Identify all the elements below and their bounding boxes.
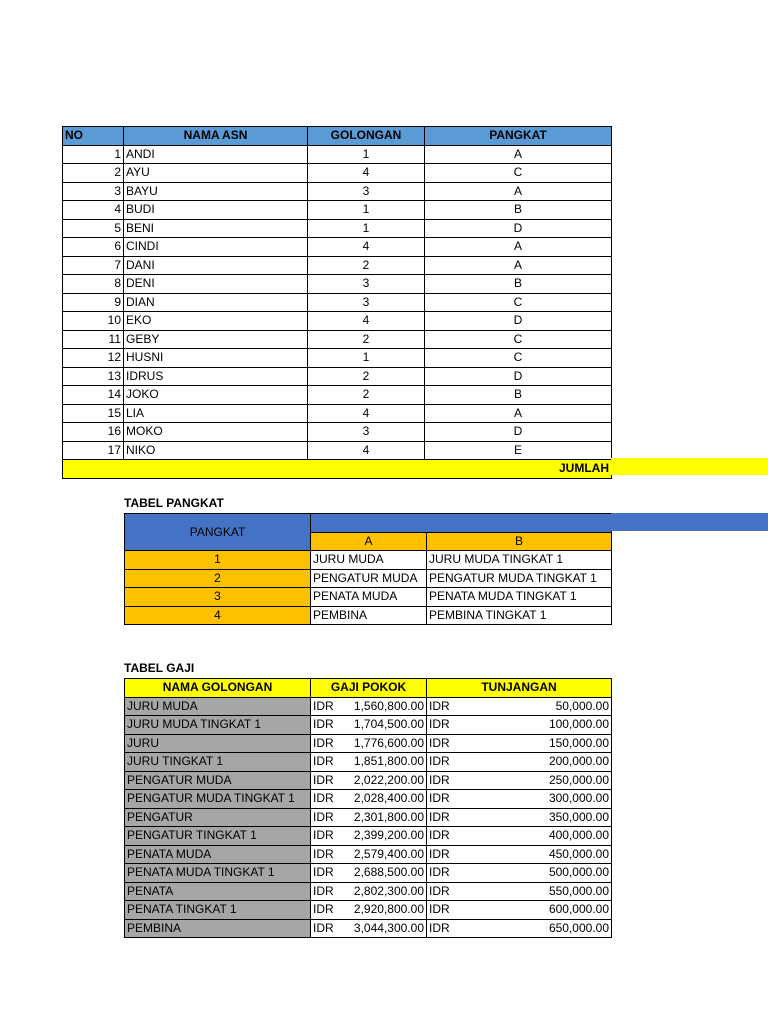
cell-gaji-pokok[interactable] — [311, 864, 427, 883]
cell-nama-golongan[interactable]: PENATA — [125, 882, 311, 901]
cell-no[interactable]: 15 — [63, 404, 124, 423]
cell-pangkat[interactable]: A — [425, 182, 612, 201]
cell-tunjangan[interactable] — [427, 919, 612, 938]
cell-nama-golongan[interactable]: JURU MUDA — [125, 697, 311, 716]
header-tunjangan[interactable]: TUNJANGAN — [427, 679, 612, 698]
cell-nama-asn[interactable]: IDRUS — [124, 367, 308, 386]
cell-pangkat[interactable]: C — [425, 330, 612, 349]
cell-gaji-pokok[interactable] — [311, 771, 427, 790]
cell-gaji-pokok[interactable] — [311, 827, 427, 846]
asn-table-row — [63, 386, 612, 405]
cell-no[interactable]: 11 — [63, 330, 124, 349]
cell-pangkat[interactable]: A — [425, 238, 612, 257]
cell-gaji-pokok[interactable] — [311, 919, 427, 938]
cell-nama-asn[interactable]: EKO — [124, 312, 308, 331]
currency-label: IDR — [429, 735, 450, 750]
gaji-table-row — [125, 697, 612, 716]
cell-nama-asn[interactable]: HUSNI — [124, 349, 308, 368]
tunjangan-value: 450,000.00 — [548, 846, 609, 861]
cell-no[interactable]: 5 — [63, 219, 124, 238]
header-no[interactable]: NO — [63, 127, 124, 146]
currency-label: IDR — [313, 902, 334, 917]
cell-no[interactable]: 4 — [63, 201, 124, 220]
asn-table-row — [63, 423, 612, 442]
cell-nama-golongan[interactable]: PENGATUR TINGKAT 1 — [125, 827, 311, 846]
cell-pangkat-a[interactable]: PENATA MUDA — [311, 588, 427, 607]
cell-pangkat[interactable]: A — [425, 145, 612, 164]
cell-pangkat-a[interactable]: JURU MUDA — [311, 551, 427, 570]
cell-pangkat[interactable]: B — [425, 275, 612, 294]
cell-nama-asn[interactable]: ANDI — [124, 145, 308, 164]
cell-nama-golongan[interactable]: PEMBINA — [125, 919, 311, 938]
gaji-table-row — [125, 901, 612, 920]
cell-pangkat[interactable]: C — [425, 164, 612, 183]
cell-nama-asn[interactable]: NIKO — [124, 441, 308, 460]
cell-golongan[interactable]: 3 — [308, 182, 425, 201]
currency-label: IDR — [313, 717, 334, 732]
tunjangan-value: 550,000.00 — [548, 883, 609, 898]
currency-label: IDR — [429, 920, 450, 935]
tunjangan-value: 350,000.00 — [548, 809, 609, 824]
cell-pangkat-key[interactable]: 4 — [125, 606, 311, 625]
tunjangan-value: 500,000.00 — [548, 865, 609, 880]
cell-nama-golongan[interactable]: JURU TINGKAT 1 — [125, 753, 311, 772]
tunjangan-value: 150,000.00 — [548, 735, 609, 750]
cell-golongan[interactable]: 1 — [308, 201, 425, 220]
jumlah-row-extension — [611, 458, 768, 475]
gaji-pokok-value: 1,704,500.00 — [353, 717, 424, 732]
header-pangkat[interactable]: PANGKAT — [425, 127, 612, 146]
cell-tunjangan[interactable] — [427, 882, 612, 901]
gaji-table-row — [125, 716, 612, 735]
cell-pangkat-b[interactable]: PEMBINA TINGKAT 1 — [427, 606, 612, 625]
gaji-table-row — [125, 864, 612, 883]
cell-pangkat[interactable]: D — [425, 367, 612, 386]
currency-label: IDR — [429, 717, 450, 732]
cell-nama-asn[interactable]: JOKO — [124, 386, 308, 405]
cell-nama-asn[interactable]: BUDI — [124, 201, 308, 220]
currency-label: IDR — [313, 865, 334, 880]
cell-tunjangan[interactable] — [427, 771, 612, 790]
gaji-pokok-value: 2,028,400.00 — [353, 791, 424, 806]
cell-pangkat-key[interactable]: 2 — [125, 569, 311, 588]
asn-table-row — [63, 219, 612, 238]
asn-table-row — [63, 441, 612, 460]
gaji-table-row — [125, 790, 612, 809]
tunjangan-value: 100,000.00 — [548, 717, 609, 732]
cell-pangkat-b[interactable]: PENGATUR MUDA TINGKAT 1 — [427, 569, 612, 588]
gaji-pokok-value: 2,022,200.00 — [353, 772, 424, 787]
pangkat-header-band — [311, 514, 612, 533]
currency-label: IDR — [313, 828, 334, 843]
cell-golongan[interactable]: 4 — [308, 441, 425, 460]
cell-nama-golongan[interactable]: PENGATUR MUDA TINGKAT 1 — [125, 790, 311, 809]
cell-golongan[interactable]: 3 — [308, 423, 425, 442]
cell-golongan[interactable]: 2 — [308, 330, 425, 349]
cell-no[interactable]: 10 — [63, 312, 124, 331]
cell-golongan[interactable]: 1 — [308, 349, 425, 368]
currency-label: IDR — [313, 846, 334, 861]
currency-label: IDR — [429, 698, 450, 713]
cell-pangkat-b[interactable]: JURU MUDA TINGKAT 1 — [427, 551, 612, 570]
cell-pangkat[interactable]: A — [425, 256, 612, 275]
gaji-pokok-value: 1,776,600.00 — [353, 735, 424, 750]
tunjangan-value: 600,000.00 — [548, 902, 609, 917]
pangkat-header-row — [125, 514, 612, 533]
cell-no[interactable]: 12 — [63, 349, 124, 368]
asn-table-row — [63, 238, 612, 257]
currency-label: IDR — [313, 698, 334, 713]
tunjangan-value: 50,000.00 — [555, 698, 609, 713]
cell-golongan[interactable]: 4 — [308, 164, 425, 183]
pangkat-table-row — [125, 551, 612, 570]
header-golongan[interactable]: GOLONGAN — [308, 127, 425, 146]
cell-gaji-pokok[interactable] — [311, 901, 427, 920]
cell-tunjangan[interactable] — [427, 790, 612, 809]
currency-label: IDR — [429, 791, 450, 806]
cell-no[interactable]: 8 — [63, 275, 124, 294]
header-nama-golongan[interactable]: NAMA GOLONGAN — [125, 679, 311, 698]
gaji-pokok-value: 2,301,800.00 — [353, 809, 424, 824]
cell-pangkat[interactable]: D — [425, 219, 612, 238]
header-pangkat-key[interactable]: PANGKAT — [125, 514, 311, 551]
pangkat-table-row — [125, 588, 612, 607]
cell-nama-asn[interactable]: DIAN — [124, 293, 308, 312]
tunjangan-value: 300,000.00 — [548, 791, 609, 806]
currency-label: IDR — [429, 809, 450, 824]
gaji-pokok-value: 3,044,300.00 — [353, 920, 424, 935]
cell-tunjangan[interactable] — [427, 753, 612, 772]
cell-nama-asn[interactable]: DENI — [124, 275, 308, 294]
asn-table — [62, 126, 612, 479]
gaji-table-row — [125, 827, 612, 846]
cell-nama-asn[interactable]: BENI — [124, 219, 308, 238]
cell-no[interactable]: 13 — [63, 367, 124, 386]
cell-golongan[interactable]: 1 — [308, 145, 425, 164]
currency-label: IDR — [313, 772, 334, 787]
currency-label: IDR — [313, 791, 334, 806]
gaji-table-row — [125, 753, 612, 772]
cell-nama-golongan[interactable]: PENGATUR MUDA — [125, 771, 311, 790]
currency-label: IDR — [313, 735, 334, 750]
cell-nama-golongan[interactable]: PENATA MUDA — [125, 845, 311, 864]
cell-gaji-pokok[interactable] — [311, 734, 427, 753]
cell-tunjangan[interactable] — [427, 734, 612, 753]
cell-pangkat-a[interactable]: PEMBINA — [311, 606, 427, 625]
cell-golongan[interactable]: 2 — [308, 386, 425, 405]
cell-gaji-pokok[interactable] — [311, 790, 427, 809]
asn-table-row — [63, 164, 612, 183]
currency-label: IDR — [429, 883, 450, 898]
gaji-table-row — [125, 734, 612, 753]
currency-label: IDR — [429, 846, 450, 861]
cell-no[interactable]: 14 — [63, 386, 124, 405]
cell-no[interactable]: 16 — [63, 423, 124, 442]
cell-golongan[interactable]: 4 — [308, 404, 425, 423]
cell-no[interactable]: 1 — [63, 145, 124, 164]
pangkat-table — [124, 513, 612, 625]
gaji-table — [124, 678, 612, 938]
cell-pangkat[interactable]: C — [425, 293, 612, 312]
cell-tunjangan[interactable] — [427, 845, 612, 864]
cell-nama-asn[interactable]: AYU — [124, 164, 308, 183]
currency-label: IDR — [429, 754, 450, 769]
tunjangan-value: 200,000.00 — [548, 754, 609, 769]
gaji-pokok-value: 1,851,800.00 — [353, 754, 424, 769]
pangkat-table-row — [125, 606, 612, 625]
cell-gaji-pokok[interactable] — [311, 697, 427, 716]
currency-label: IDR — [313, 883, 334, 898]
cell-nama-asn[interactable]: GEBY — [124, 330, 308, 349]
cell-pangkat[interactable]: D — [425, 423, 612, 442]
cell-nama-asn[interactable]: DANI — [124, 256, 308, 275]
cell-gaji-pokok[interactable] — [311, 882, 427, 901]
gaji-pokok-value: 2,399,200.00 — [353, 828, 424, 843]
gaji-pokok-value: 2,802,300.00 — [353, 883, 424, 898]
gaji-pokok-value: 2,920,800.00 — [353, 902, 424, 917]
cell-pangkat[interactable]: D — [425, 312, 612, 331]
cell-gaji-pokok[interactable] — [311, 716, 427, 735]
cell-nama-asn[interactable]: LIA — [124, 404, 308, 423]
currency-label: IDR — [429, 772, 450, 787]
currency-label: IDR — [313, 754, 334, 769]
cell-no[interactable]: 17 — [63, 441, 124, 460]
cell-gaji-pokok[interactable] — [311, 808, 427, 827]
cell-gaji-pokok[interactable] — [311, 845, 427, 864]
cell-no[interactable]: 9 — [63, 293, 124, 312]
cell-golongan[interactable]: 2 — [308, 256, 425, 275]
asn-table-row — [63, 145, 612, 164]
jumlah-label[interactable]: JUMLAH — [63, 460, 612, 479]
cell-nama-golongan[interactable]: JURU MUDA TINGKAT 1 — [125, 716, 311, 735]
cell-no[interactable]: 6 — [63, 238, 124, 257]
currency-label: IDR — [429, 865, 450, 880]
gaji-pokok-value: 2,579,400.00 — [353, 846, 424, 861]
pangkat-header-extension — [611, 513, 768, 531]
asn-table-row — [63, 330, 612, 349]
currency-label: IDR — [429, 828, 450, 843]
asn-table-row — [63, 182, 612, 201]
cell-pangkat-b[interactable]: PENATA MUDA TINGKAT 1 — [427, 588, 612, 607]
pangkat-table-caption: TABEL PANGKAT — [124, 496, 224, 510]
cell-nama-asn[interactable]: MOKO — [124, 423, 308, 442]
asn-table-row — [63, 293, 612, 312]
asn-table-row — [63, 201, 612, 220]
cell-tunjangan[interactable] — [427, 901, 612, 920]
asn-table-row — [63, 349, 612, 368]
asn-table-row — [63, 312, 612, 331]
gaji-pokok-value: 1,560,800.00 — [353, 698, 424, 713]
header-gaji-pokok[interactable]: GAJI POKOK — [311, 679, 427, 698]
cell-nama-golongan[interactable]: PENGATUR — [125, 808, 311, 827]
tunjangan-value: 650,000.00 — [548, 920, 609, 935]
cell-pangkat[interactable]: A — [425, 404, 612, 423]
cell-pangkat[interactable]: B — [425, 386, 612, 405]
currency-label: IDR — [313, 920, 334, 935]
asn-table-row — [63, 256, 612, 275]
cell-golongan[interactable]: 1 — [308, 219, 425, 238]
cell-tunjangan[interactable] — [427, 808, 612, 827]
asn-table-row — [63, 275, 612, 294]
cell-pangkat[interactable]: B — [425, 201, 612, 220]
jumlah-row — [63, 460, 612, 479]
gaji-pokok-value: 2,688,500.00 — [353, 865, 424, 880]
cell-no[interactable]: 3 — [63, 182, 124, 201]
currency-label: IDR — [429, 902, 450, 917]
cell-pangkat-key[interactable]: 3 — [125, 588, 311, 607]
asn-table-row — [63, 404, 612, 423]
gaji-table-row — [125, 771, 612, 790]
pangkat-table-row — [125, 569, 612, 588]
cell-tunjangan[interactable] — [427, 864, 612, 883]
cell-pangkat-a[interactable]: PENGATUR MUDA — [311, 569, 427, 588]
header-nama-asn[interactable]: NAMA ASN — [124, 127, 308, 146]
cell-golongan[interactable]: 2 — [308, 367, 425, 386]
cell-golongan[interactable]: 3 — [308, 293, 425, 312]
cell-no[interactable]: 7 — [63, 256, 124, 275]
tunjangan-value: 250,000.00 — [548, 772, 609, 787]
cell-golongan[interactable]: 4 — [308, 312, 425, 331]
cell-nama-golongan[interactable]: PENATA TINGKAT 1 — [125, 901, 311, 920]
gaji-table-row — [125, 882, 612, 901]
tunjangan-value: 400,000.00 — [548, 828, 609, 843]
cell-gaji-pokok[interactable] — [311, 753, 427, 772]
gaji-table-row — [125, 808, 612, 827]
cell-pangkat-key[interactable]: 1 — [125, 551, 311, 570]
cell-no[interactable]: 2 — [63, 164, 124, 183]
cell-tunjangan[interactable] — [427, 827, 612, 846]
cell-golongan[interactable]: 3 — [308, 275, 425, 294]
asn-table-row — [63, 367, 612, 386]
currency-label: IDR — [313, 809, 334, 824]
header-col-a[interactable]: A — [311, 532, 427, 551]
cell-nama-asn[interactable]: CINDI — [124, 238, 308, 257]
cell-golongan[interactable]: 4 — [308, 238, 425, 257]
header-col-b[interactable]: B — [427, 532, 612, 551]
gaji-table-row — [125, 919, 612, 938]
cell-tunjangan[interactable] — [427, 716, 612, 735]
cell-pangkat[interactable]: C — [425, 349, 612, 368]
cell-tunjangan[interactable] — [427, 697, 612, 716]
cell-nama-golongan[interactable]: PENATA MUDA TINGKAT 1 — [125, 864, 311, 883]
cell-nama-golongan[interactable]: JURU — [125, 734, 311, 753]
gaji-table-row — [125, 845, 612, 864]
cell-nama-asn[interactable]: BAYU — [124, 182, 308, 201]
gaji-table-caption: TABEL GAJI — [124, 661, 195, 675]
cell-pangkat[interactable]: E — [425, 441, 612, 460]
